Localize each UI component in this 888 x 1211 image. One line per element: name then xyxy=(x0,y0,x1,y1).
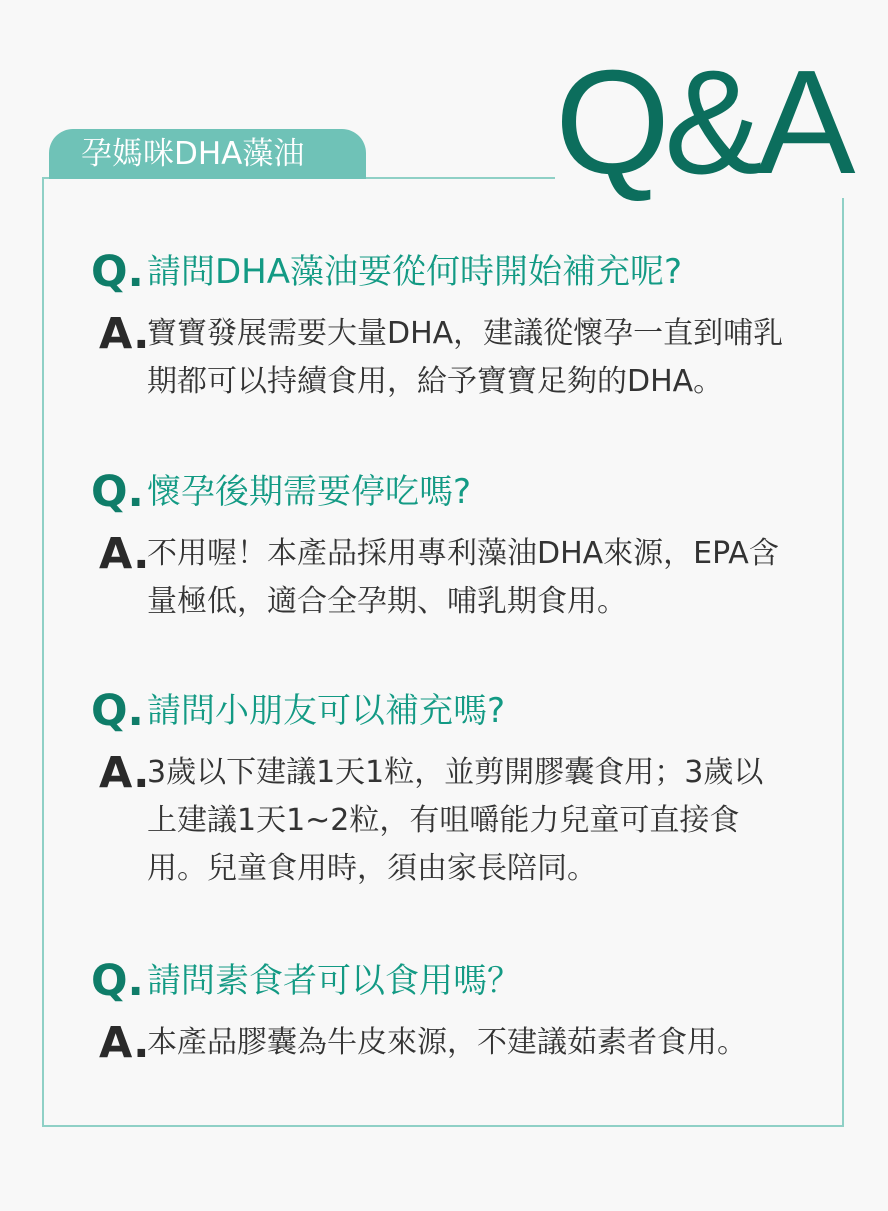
question-marker: Q. xyxy=(91,467,144,517)
question-marker: Q. xyxy=(91,956,144,1006)
answer-marker: A. xyxy=(99,529,150,579)
answer-row xyxy=(91,1019,821,1067)
answer-marker: A. xyxy=(99,748,150,798)
product-tab-label: 孕媽咪DHA藻油 xyxy=(49,129,366,179)
question-marker: Q. xyxy=(91,247,144,297)
question-text: 請問素食者可以食用嗎？ xyxy=(147,961,521,1001)
question-text: 請問小朋友可以補充嗎? xyxy=(147,691,506,731)
answer-marker: A. xyxy=(99,1018,150,1068)
answer-row xyxy=(91,310,821,406)
qa-heading: Q&A xyxy=(555,48,865,198)
question-text: 懷孕後期需要停吃嗎? xyxy=(147,472,472,512)
question-row xyxy=(91,955,821,1007)
question-text: 請問DHA藻油要從何時開始補充呢? xyxy=(147,252,683,292)
answer-text: 本產品膠囊為牛皮來源，不建議茹素者食用。 xyxy=(147,1025,747,1060)
qa-item xyxy=(91,246,821,406)
question-row xyxy=(91,466,821,518)
answer-text: 不用喔！本產品採用專利藻油DHA來源，EPA含量極低，適合全孕期、哺乳期食用。 xyxy=(147,536,779,619)
question-marker: Q. xyxy=(91,686,144,736)
answer-row xyxy=(91,749,821,893)
answer-text: 寶寶發展需要大量DHA，建議從懷孕一直到哺乳期都可以持續食用，給予寶寶足夠的DHA。 xyxy=(147,316,784,399)
qa-item xyxy=(91,466,821,626)
qa-item xyxy=(91,955,821,1067)
question-row xyxy=(91,685,821,737)
answer-marker: A. xyxy=(99,309,150,359)
answer-text: 3歲以下建議1天1粒，並剪開膠囊食用；3歲以上建議1天1~2粒，有咀嚼能力兒童可直接食用。兒童食用時，須由家長陪同。 xyxy=(147,755,764,886)
answer-row xyxy=(91,530,821,626)
question-row xyxy=(91,246,821,298)
qa-item xyxy=(91,685,821,893)
